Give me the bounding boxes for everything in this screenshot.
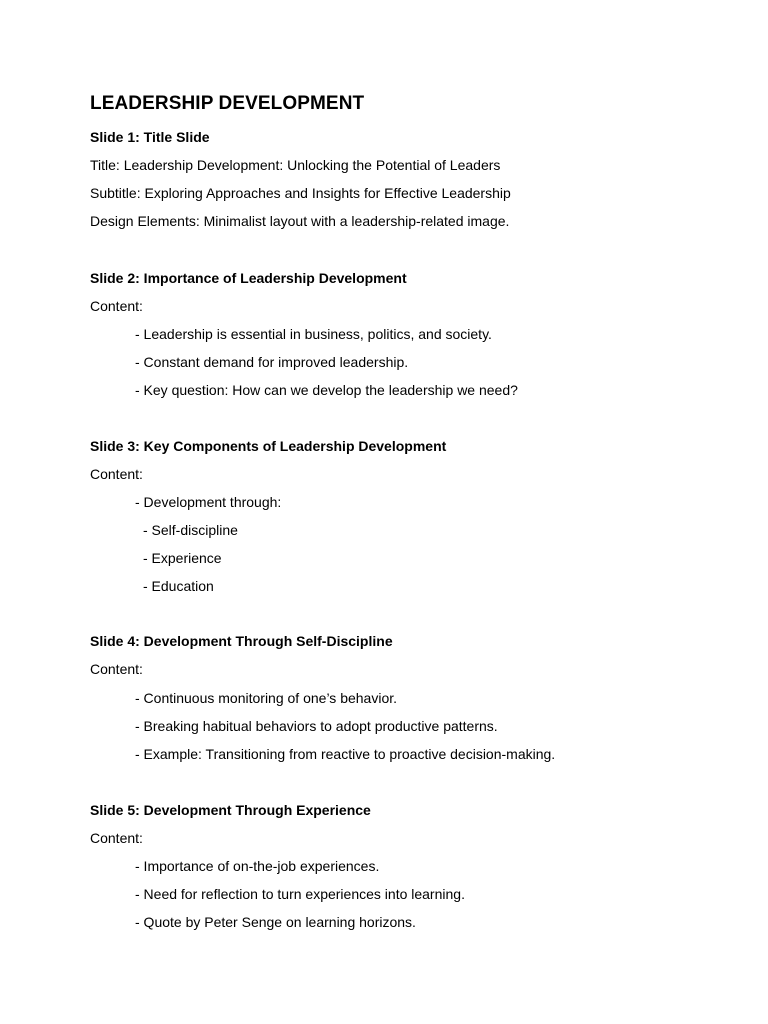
slide3-heading: Slide 3: Key Components of Leadership Development [90, 438, 447, 454]
slide3-sub-bullet: - Experience [143, 550, 222, 566]
slide3-bullet: - Development through: [135, 494, 282, 510]
slide1-heading: Slide 1: Title Slide [90, 129, 210, 145]
slide5-bullet: - Quote by Peter Senge on learning horizons. [135, 914, 416, 930]
slide1-title-line: Title: Leadership Development: Unlocking the Potential of Leaders [90, 157, 501, 173]
slide4-bullet: - Breaking habitual behaviors to adopt productive patterns. [135, 718, 498, 734]
slide3-content-label: Content: [90, 466, 143, 482]
document-title: LEADERSHIP DEVELOPMENT [90, 93, 365, 114]
slide2-bullet: - Leadership is essential in business, politics, and society. [135, 326, 492, 342]
slide5-heading: Slide 5: Development Through Experience [90, 802, 371, 818]
slide3-sub-bullet: - Self-discipline [143, 522, 238, 538]
slide2-bullet: - Key question: How can we develop the leadership we need? [135, 382, 518, 398]
slide3-sub-bullet: - Education [143, 578, 214, 594]
slide2-bullet: - Constant demand for improved leadership. [135, 354, 409, 370]
slide2-content-label: Content: [90, 298, 143, 314]
slide5-content-label: Content: [90, 830, 143, 846]
slide1-design-line: Design Elements: Minimalist layout with a leadership-related image. [90, 213, 510, 229]
slide1-subtitle-line: Subtitle: Exploring Approaches and Insights for Effective Leadership [90, 185, 511, 201]
slide4-heading: Slide 4: Development Through Self-Discipline [90, 633, 393, 649]
slide5-bullet: - Need for reflection to turn experiences into learning. [135, 886, 465, 902]
slide5-bullet: - Importance of on-the-job experiences. [135, 858, 380, 874]
slide4-content-label: Content: [90, 661, 143, 677]
slide4-bullet: - Example: Transitioning from reactive to proactive decision-making. [135, 746, 556, 762]
slide4-bullet: - Continuous monitoring of one’s behavior. [135, 690, 398, 706]
slide2-heading: Slide 2: Importance of Leadership Development [90, 270, 407, 286]
